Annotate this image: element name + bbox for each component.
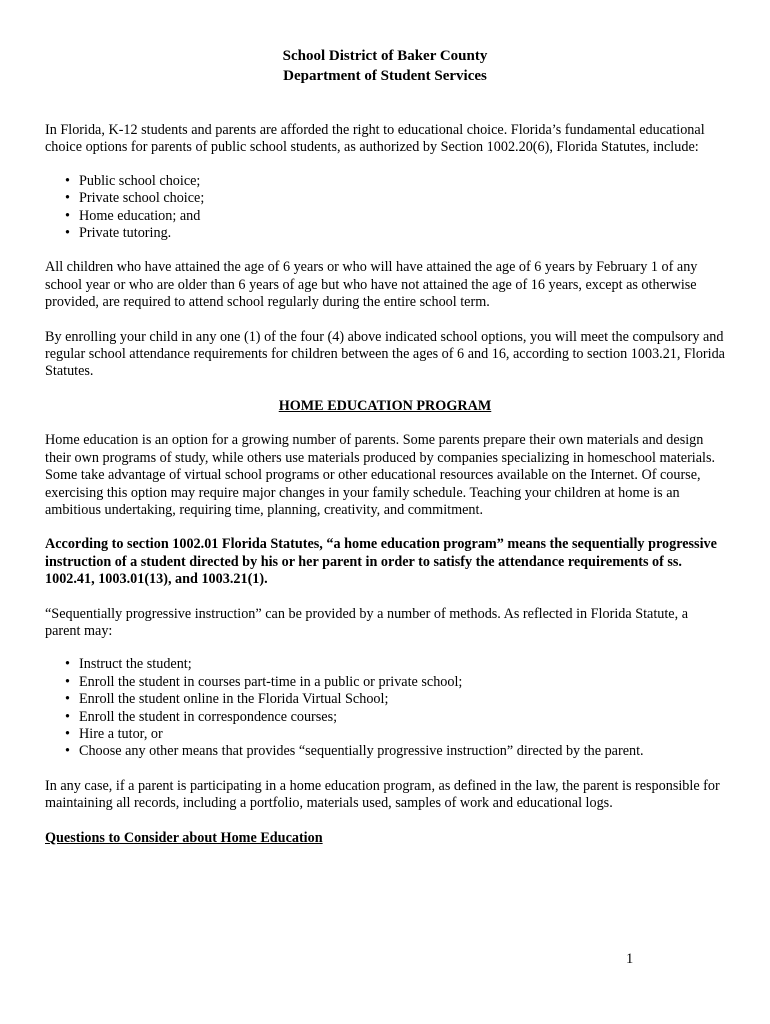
bullet-icon: • xyxy=(65,190,70,207)
home-education-paragraph: Home education is an option for a growing number of parents. Some parents prepare their own materials and design their own programs of study, while others use materials produced by companies specializing in homeschool materials. Some take advantage of virtual school programs or other educational resources available on the Internet. Of course, exercising this option may require major changes in your family schedule. Teaching your children at home is an ambitious undertaking, requiring time, planning, creativity, and commitment. xyxy=(45,432,716,518)
bullet-icon: • xyxy=(65,725,70,742)
intro-paragraph: In Florida, K-12 students and parents are afforded the right to educational choice. Florida’s fundamental educational choice options for parents of public school students, as authorized by Section 1002.20(6), Florida Statutes, include: xyxy=(45,122,705,156)
list-item: • Hire a tutor, or xyxy=(65,725,163,742)
department-title: Department of Student Services xyxy=(283,68,487,84)
enrolling-paragraph: By enrolling your child in any one (1) of the four (4) above indicated school options, you will meet the compulsory and regular school attendance requirements for children between the ages of 6 and 16, according to section 1003.21, Florida Statutes. xyxy=(45,328,725,380)
questions-heading: Questions to Consider about Home Education xyxy=(45,829,323,846)
list-item: • Enroll the student in correspondence courses; xyxy=(65,708,338,725)
program-heading: HOME EDUCATION PROGRAM xyxy=(278,397,492,414)
bullet-icon: • xyxy=(65,673,70,690)
district-title: School District of Baker County xyxy=(282,48,488,64)
list-item: • Instruct the student; xyxy=(65,656,192,673)
list-item: • Public school choice; xyxy=(65,172,201,189)
choices-list xyxy=(45,173,725,243)
bullet-icon: • xyxy=(65,691,70,708)
bullet-icon: • xyxy=(65,172,70,189)
bullet-icon: • xyxy=(65,743,70,760)
list-item: • Enroll the student in courses part-time in a public or private school; xyxy=(65,673,463,690)
attendance-paragraph: All children who have attained the age of 6 years or who will have attained the age of 6 years by February 1 of any school year or who are older than 6 years of age but who have not attained the age of 16 years, except as otherwise provided, are required to attend school regularly during the entire school term. xyxy=(45,259,698,311)
bullet-icon: • xyxy=(65,708,70,725)
bullet-icon: • xyxy=(65,225,70,242)
methods-list xyxy=(45,656,725,760)
bullet-icon: • xyxy=(65,656,70,673)
list-item: • Choose any other means that provides “sequentially progressive instruction” directed by the parent. xyxy=(65,743,644,760)
page-number: 1 xyxy=(626,951,634,967)
document-page xyxy=(45,46,725,847)
records-paragraph: In any case, if a parent is participating in a home education program, as defined in the law, the parent is responsible for maintaining all records, including a portfolio, materials used, samples of work and educational logs. xyxy=(45,777,720,812)
bullet-icon: • xyxy=(65,207,70,224)
methods-intro-paragraph: “Sequentially progressive instruction” can be provided by a number of methods. As reflected in Florida Statute, a parent may: xyxy=(45,605,688,639)
definition-paragraph: According to section 1002.01 Florida Statutes, “a home education program” means the sequentially progressive instruction of a student directed by his or her parent in order to satisfy the attendance requirements of ss. 1002.41, 1003.01(13), and 1003.21(1). xyxy=(45,536,717,588)
list-item: • Enroll the student online in the Florida Virtual School; xyxy=(65,691,389,708)
list-item: • Home education; and xyxy=(65,207,201,224)
list-item: • Private school choice; xyxy=(65,190,205,207)
list-item: • Private tutoring. xyxy=(65,225,172,242)
